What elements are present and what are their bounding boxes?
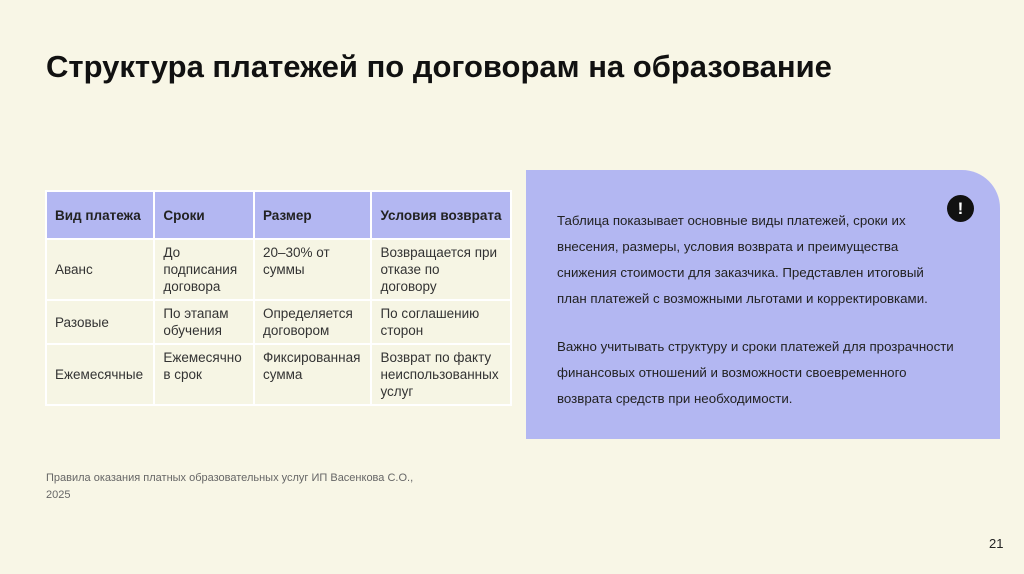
table-header-row — [46, 191, 511, 239]
table-cell: 20–30% от суммы — [254, 239, 371, 300]
table-cell: Ежемесячно в срок — [154, 344, 254, 405]
info-paragraph-2: Важно учитывать структуру и сроки платежей для прозрачности финансовых отношений и возможности своевременного возврата средств при необходимости. — [557, 339, 954, 406]
column-header-amount: Размер — [254, 191, 371, 239]
page-number: 21 — [989, 536, 1004, 551]
table-cell: Ежемесячные — [46, 344, 154, 405]
table-cell: Разовые — [46, 300, 154, 344]
table-cell: Аванс — [46, 239, 154, 300]
source-caption: Правила оказания платных образовательных услуг ИП Васенкова С.О., 2025 — [46, 472, 414, 501]
table-row — [46, 344, 511, 405]
info-box — [526, 170, 1000, 439]
column-header-refund: Условия возврата — [371, 191, 511, 239]
table-row — [46, 239, 511, 300]
table-cell: Возврат по факту неиспользованных услуг — [371, 344, 511, 405]
table-cell: По соглашению сторон — [371, 300, 511, 344]
table-cell: До подписания договора — [154, 239, 254, 300]
column-header-terms: Сроки — [154, 191, 254, 239]
info-paragraph-1: Таблица показывает основные виды платежей, сроки их внесения, размеры, условия возврата и преимущества снижения стоимости для заказчика. Представлен итоговый план платежей с возможными льготами и корректировками. — [557, 213, 928, 306]
table-cell: По этапам обучения — [154, 300, 254, 344]
payments-table — [45, 190, 512, 406]
table-row — [46, 300, 511, 344]
column-header-type: Вид платежа — [46, 191, 154, 239]
slide-title: Структура платежей по договорам на образование — [46, 49, 832, 84]
exclamation-icon: ! — [947, 195, 974, 222]
table-cell: Возвращается при отказе по договору — [371, 239, 511, 300]
table-cell: Фиксированная сумма — [254, 344, 371, 405]
table-cell: Определяется договором — [254, 300, 371, 344]
